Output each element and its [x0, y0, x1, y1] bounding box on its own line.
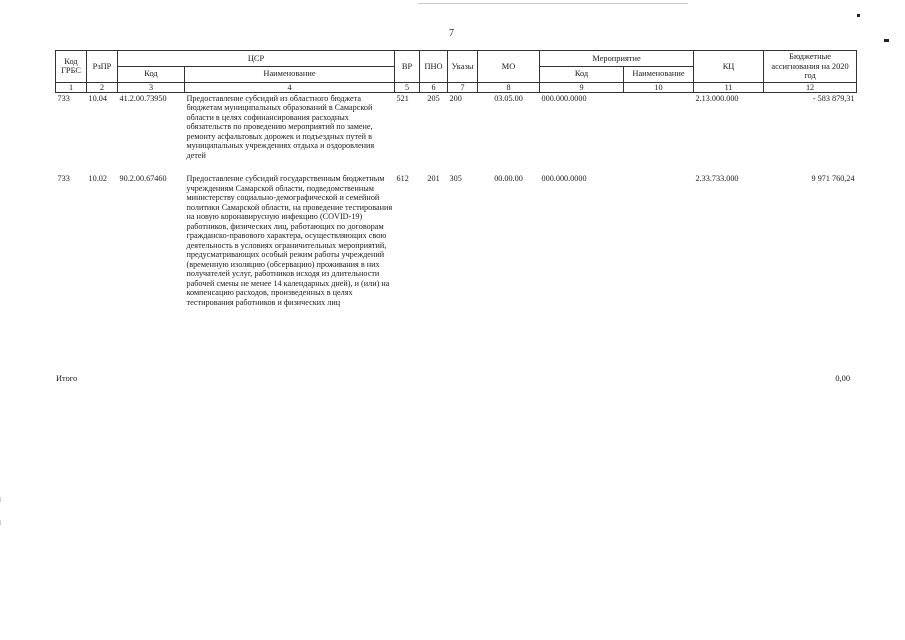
- page-number: 7: [449, 28, 454, 39]
- table-row: [56, 92, 857, 161]
- scan-speck: [857, 14, 860, 17]
- cell-ukazy: 200: [449, 93, 462, 103]
- column-number: 3: [118, 82, 185, 92]
- cell-mer-name: [624, 173, 694, 308]
- header-kc: КЦ: [694, 51, 764, 83]
- cell-kc: 2.33.733.000: [695, 174, 739, 183]
- cell-grbs: 733: [57, 174, 70, 183]
- header-csr: ЦСР: [118, 51, 395, 67]
- column-number: 9: [540, 82, 624, 92]
- column-number: 2: [87, 82, 118, 92]
- cell-mo: 00.00.00: [494, 174, 523, 183]
- cell-mer-name: [624, 92, 694, 161]
- column-number: 6: [420, 82, 448, 92]
- cell-grbs: 733: [57, 93, 70, 103]
- column-number: 10: [624, 82, 694, 92]
- cell-vr: 521: [396, 93, 409, 103]
- cell-pno: 205: [427, 93, 440, 103]
- cell-name: Предоставление субсидий из областного бюджета бюджетам муниципальных образований в Самарской области в целях софинансирования расходных обязательств по проведению мероприятий по замене, ремонту асфальтовых дорожек и подъездных путей в муниципальных учреждениях отдыха и оздоровления детей: [186, 93, 375, 160]
- cell-mo: 03.05.00: [494, 93, 523, 103]
- column-number: 12: [764, 82, 857, 92]
- column-number: 7: [448, 82, 478, 92]
- scan-speck: [884, 39, 889, 42]
- table-row: [56, 173, 857, 308]
- total-value: 0,00: [835, 374, 850, 383]
- header-kod-grbs: Код ГРБС: [56, 51, 87, 83]
- cell-mer-kod: 000.000.0000: [541, 174, 587, 183]
- total-label: Итого: [56, 374, 78, 383]
- column-number: 1: [56, 82, 87, 92]
- header-meropriyatie: Мероприятие: [540, 51, 694, 67]
- column-number: 5: [395, 82, 420, 92]
- column-number: 4: [185, 82, 395, 92]
- cell-rzpr: 10.02: [88, 174, 107, 183]
- header-csr-kod: Код: [118, 66, 185, 82]
- cell-vr: 612: [396, 174, 409, 183]
- cell-csr: 90.2.00.67460: [119, 174, 167, 183]
- cell-amount: 9 971 760,24: [811, 174, 855, 183]
- column-number: 11: [694, 82, 764, 92]
- column-number: 8: [478, 82, 540, 92]
- header-pno: ПНО: [420, 51, 448, 83]
- header-vr: ВР: [395, 51, 420, 83]
- header-budget: Бюджетные ассигнования на 2020 год: [764, 51, 857, 83]
- cell-csr: 41.2.00.73950: [119, 93, 167, 103]
- header-ukazy: Указы: [448, 51, 478, 83]
- header-mer-kod: Код: [540, 66, 624, 82]
- header-mo: МО: [478, 51, 540, 83]
- cell-mer-kod: 000.000.0000: [541, 93, 587, 103]
- budget-allocation-table: [55, 50, 857, 308]
- cell-ukazy: 305: [449, 174, 462, 183]
- scan-edge-line: [418, 3, 688, 4]
- header-rzpr: РзПР: [87, 51, 118, 83]
- header-csr-name: Наименование: [185, 66, 395, 82]
- cell-pno: 201: [427, 174, 440, 183]
- cell-amount: - 583 879,31: [812, 93, 855, 103]
- scan-edge-mark: [0, 497, 1, 502]
- cell-rzpr: 10.04: [88, 93, 107, 103]
- header-mer-name: Наименование: [624, 66, 694, 82]
- cell-name: Предоставление субсидий государственным бюджетным учреждениям Самарской области, подведомственным министерству социально-демографической и семейной политики Самарской области, на проведение тестирования на новую коронавирусную инфекцию (COVID-19) работников, физических лиц, работающих по договорам гражданско-правового характера, осуществляющих свою деятельность в условиях ограничительных мероприятий, предусматривающих особый режим работы учреждений (временную изоляцию (обсервацию) проживания в них получателей услуг, работников исходя из длительности рабочей смены не менее 14 календарных дней), и (или) на компенсацию расходов, произведенных в целях тестирования работников и физических лиц: [186, 174, 393, 307]
- cell-kc: 2.13.000.000: [695, 93, 739, 103]
- scan-edge-mark: [0, 520, 1, 525]
